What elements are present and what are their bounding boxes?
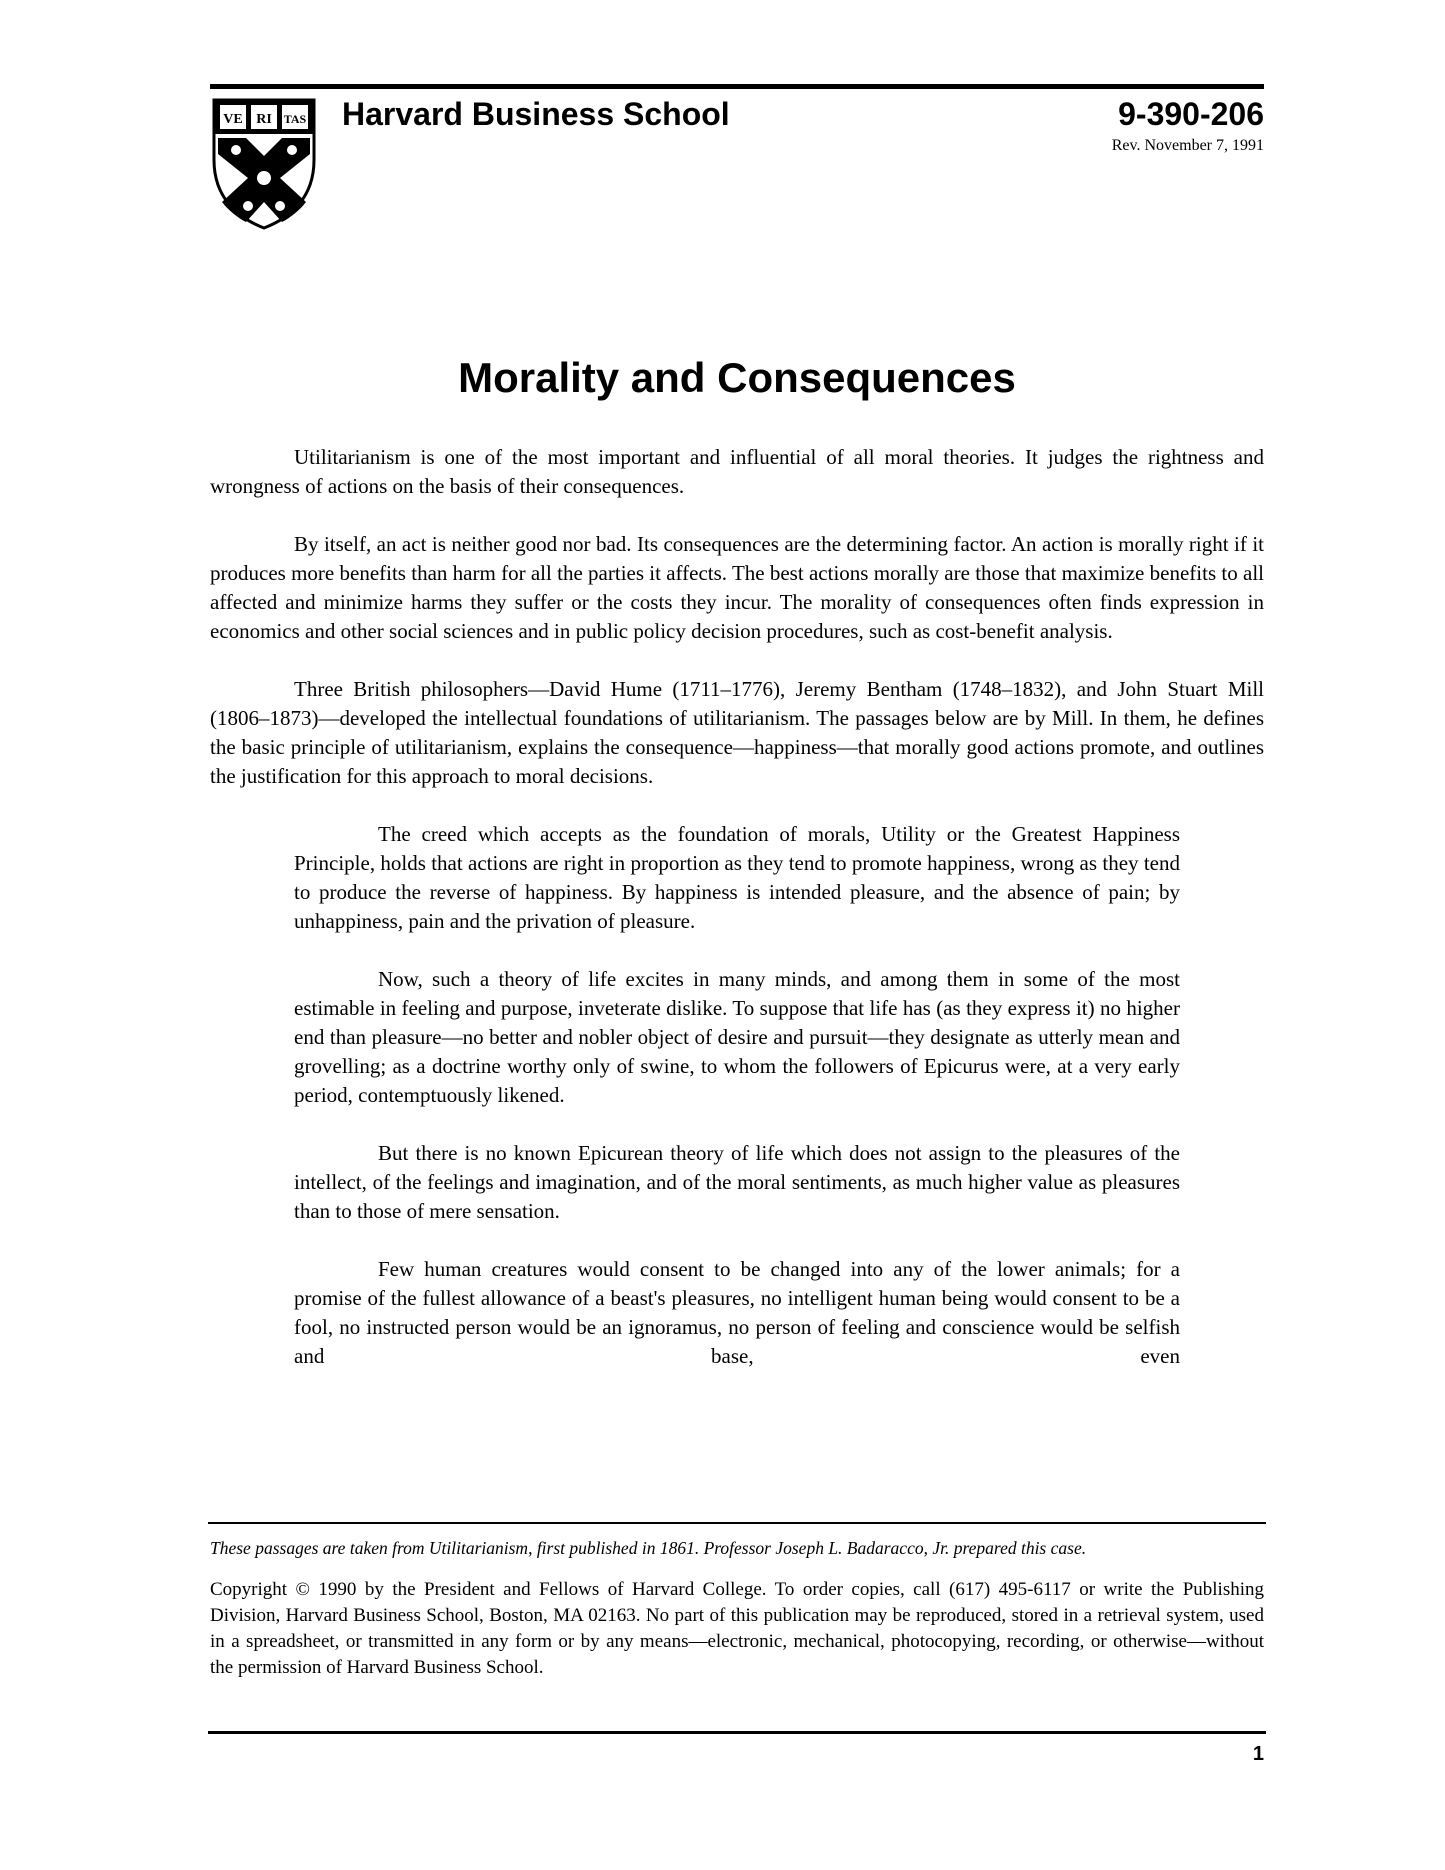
harvard-shield-logo bbox=[210, 98, 318, 230]
quote-paragraph: Few human creatures would consent to be changed into any of the lower animals; for a promise of the fullest allowance of a beast's pleasures, no intelligent human being would consent to be a fool, no instructed person would be an ignoramus, no person of feeling and conscience would be selfish and base, even bbox=[294, 1257, 1180, 1368]
page-number: 1 bbox=[1252, 1743, 1264, 1765]
copyright-notice: Copyright © 1990 by the President and Fellows of Harvard College. To order copies, call (617) 495-6117 or write the Publishing Division, Harvard Business School, Boston, MA 02163. No part of this publication may be reproduced, stored in a retrieval system, used in a spreadsheet, or transmitted in any form or by any means—electronic, mechanical, photocopying, recording, or otherwise—without the permission of Harvard Business School. bbox=[210, 1579, 1264, 1678]
paragraph: Utilitarianism is one of the most important and influential of all moral theories. It judges the rightness and wrongness of actions on the basis of their consequences. bbox=[210, 445, 1264, 498]
logo-word-tas: TAS bbox=[283, 112, 307, 126]
header-rule bbox=[210, 84, 1264, 89]
revision-date: Rev. November 7, 1991 bbox=[1111, 137, 1264, 154]
block-quote bbox=[294, 820, 1180, 1371]
quote-paragraph: Now, such a theory of life excites in many minds, and among them in some of the most estimable in feeling and purpose, inveterate dislike. To suppose that life has (as they express it) no higher end than pleasure—no better and nobler object of desire and pursuit—they designate as utterly mean and grovelling; as a doctrine worthy only of swine, to whom the followers of Epicurus were, at a very early period, contemptuously likened. bbox=[294, 967, 1180, 1107]
document-number: 9-390-206 bbox=[1118, 96, 1264, 132]
document-body bbox=[210, 443, 1264, 1371]
quote-paragraph: The creed which accepts as the foundation of morals, Utility or the Greatest Happiness Principle, holds that actions are right in proportion as they tend to promote happiness, wrong as they tend to produce the reverse of happiness. By happiness is intended pleasure, and the absence of pain; by unhappiness, pain and the privation of pleasure. bbox=[294, 822, 1180, 933]
quote-paragraph: But there is no known Epicurean theory of life which does not assign to the pleasures of the intellect, of the feelings and imagination, and of the moral sentiments, as much higher value as pleasures than to those of mere sensation. bbox=[294, 1141, 1180, 1223]
paragraph: Three British philosophers—David Hume (1711–1776), Jeremy Bentham (1748–1832), and John Stuart Mill (1806–1873)—developed the intellectual foundations of utilitarianism. The passages below are by Mill. In them, he defines the basic principle of utilitarianism, explains the consequence—happiness—that morally good actions promote, and outlines the justification for this approach to moral decisions. bbox=[210, 677, 1264, 788]
footnote-rule bbox=[208, 1522, 1266, 1524]
logo-word-ri: RI bbox=[256, 112, 272, 127]
paragraph: By itself, an act is neither good nor bad. Its consequences are the determining factor. An action is morally right if it produces more benefits than harm for all the parties it affects. The best actions morally are those that maximize benefits to all affected and minimize harms they suffer or the costs they incur. The morality of consequences often finds expression in economics and other social sciences and in public policy decision procedures, such as cost-benefit analysis. bbox=[210, 532, 1264, 643]
footer-rule bbox=[208, 1731, 1266, 1734]
footnote-source: These passages are taken from Utilitarianism, first published in 1861. Professor Joseph L. Badaracco, Jr. prepared this case. bbox=[210, 1538, 1087, 1558]
logo-word-ve: VE bbox=[223, 112, 243, 127]
school-name: Harvard Business School bbox=[342, 96, 730, 132]
document-title: Morality and Consequences bbox=[458, 354, 1016, 401]
